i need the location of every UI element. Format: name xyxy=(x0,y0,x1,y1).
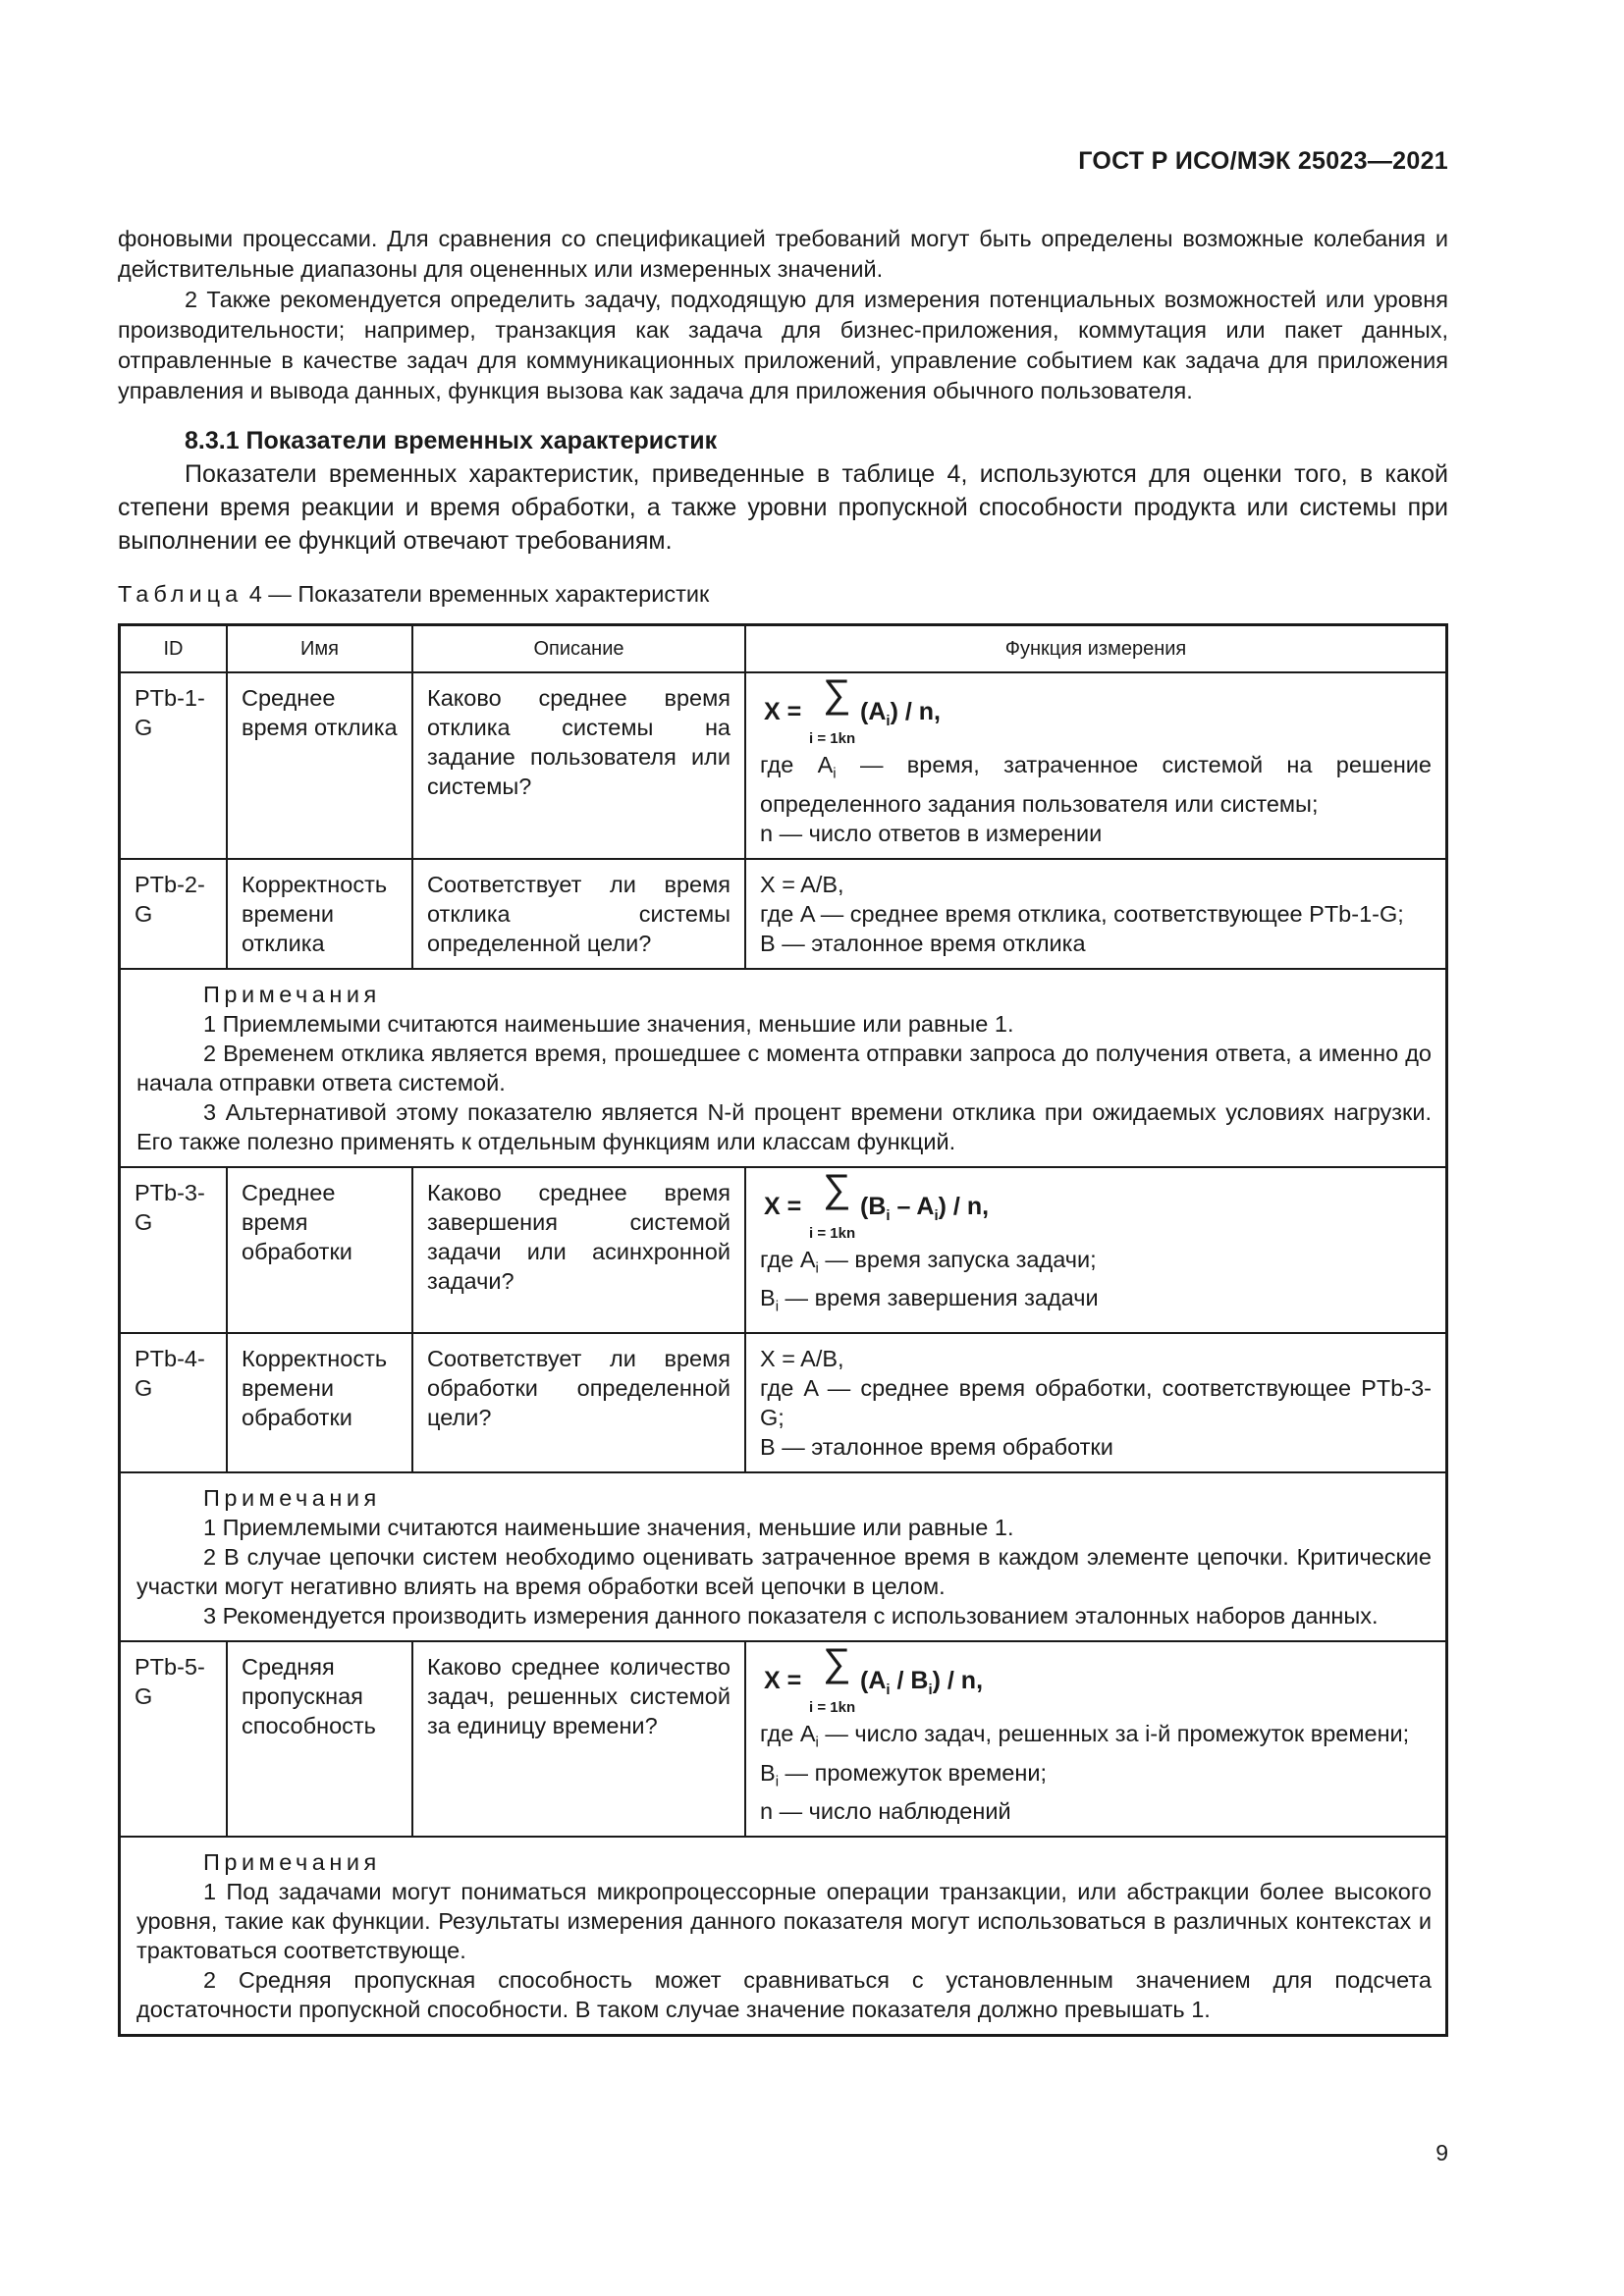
formula-subscript: i xyxy=(928,1682,933,1699)
table-row xyxy=(120,859,1447,969)
table-caption-word: Таблица xyxy=(118,581,244,607)
function-text-part: n — число ответов в измерении xyxy=(760,820,1103,846)
notes-cell xyxy=(120,1837,1447,2036)
sum-index: i = 1kn xyxy=(809,730,856,747)
function-text xyxy=(760,1245,1432,1322)
intro-paragraph-2: 2 Также рекомендуется определить задачу, подходящую для измерения потенциальных возможностей или уровня производительности; например, транзакция как задача для бизнес-приложения, коммутация или пакет данных, отправленные в качестве задач для коммуникационных приложений, управление событием как задача для приложения управления и вывода данных, функция вызова как задача для приложения обычного пользователя. xyxy=(118,287,1448,403)
cell-function xyxy=(745,1167,1447,1333)
note-item: 1 Под задачами могут пониматься микропроцессорные операции транзакции, или абстракции более высокого уровня, такие как функции. Результаты измерения данного показателя могут использоваться в различных контекстах и трактоваться соответствующе. xyxy=(136,1879,1432,1964)
function-subscript: i xyxy=(815,1259,819,1277)
function-text-part: — время запуска задачи; xyxy=(818,1246,1097,1272)
section-8-3-1 xyxy=(118,424,1448,558)
function-text-part: B — эталонное время отклика xyxy=(760,930,1086,956)
function-text-part: X = A/B, xyxy=(760,1346,844,1372)
notes-title: Примечания xyxy=(203,981,381,1007)
table-row xyxy=(120,1333,1447,1472)
note-item: 1 Приемлемыми считаются наименьшие значения, меньшие или равные 1. xyxy=(203,1010,1014,1037)
header-name: Имя xyxy=(227,625,412,673)
function-text-part: X = A/B, xyxy=(760,871,844,897)
function-text-part: где A — среднее время отклика, соответствующее PTb-1-G; xyxy=(760,900,1404,927)
formula xyxy=(764,672,1432,747)
cell-name: Корректность времени отклика xyxy=(227,859,412,969)
sum-symbol: ∑ xyxy=(823,1166,851,1210)
standard-header: ГОСТ Р ИСО/МЭК 25023—2021 xyxy=(1078,147,1448,175)
cell-name: Корректность времени обработки xyxy=(227,1333,412,1472)
header-measurement-function: Функция измерения xyxy=(745,625,1447,673)
cell-description: Каково среднее время отклика системы на задание пользователя или системы? xyxy=(412,672,745,859)
function-subscript: i xyxy=(775,1299,780,1316)
function-text xyxy=(760,750,1432,848)
cell-id: PTb-3-G xyxy=(120,1167,228,1333)
cell-name: Среднее время отклика xyxy=(227,672,412,859)
page-number: 9 xyxy=(1435,2140,1448,2165)
formula-term: (A xyxy=(860,1667,887,1695)
cell-function xyxy=(745,1333,1447,1472)
note-item: 3 Рекомендуется производить измерения данного показателя с использованием эталонных наборов данных. xyxy=(203,1603,1379,1629)
formula xyxy=(764,1641,1432,1717)
formula-subscript: i xyxy=(886,1206,891,1224)
cell-id: PTb-4-G xyxy=(120,1333,228,1472)
table-header-row xyxy=(120,625,1447,673)
cell-id: PTb-5-G xyxy=(120,1641,228,1837)
cell-name: Средняя пропускная способность xyxy=(227,1641,412,1837)
formula-lhs: X = xyxy=(764,1192,802,1220)
notes-row xyxy=(120,1472,1447,1641)
notes-title: Примечания xyxy=(203,1849,381,1876)
note-item: 2 В случае цепочки систем необходимо оценивать затраченное время в каждом элементе цепочки. Критические участки могут негативно влиять на время обработки всей цепочки в целом. xyxy=(136,1544,1432,1600)
intro-text xyxy=(118,224,1448,406)
table-row xyxy=(120,1641,1447,1837)
cell-id: PTb-1-G xyxy=(120,672,228,859)
notes-cell xyxy=(120,969,1447,1167)
intro-paragraph-1: фоновыми процессами. Для сравнения со спецификацией требований могут быть определены возможные колебания и действительные диапазоны для оцененных или измеренных значений. xyxy=(118,226,1448,282)
notes-title: Примечания xyxy=(203,1485,381,1512)
function-subscript: i xyxy=(815,1734,819,1751)
formula-term: – A xyxy=(890,1192,935,1220)
table-row xyxy=(120,1167,1447,1333)
function-text-part: где A — среднее время обработки, соответствующее PTb-3-G; xyxy=(760,1375,1432,1431)
note-item: 2 Временем отклика является время, прошедшее с момента отправки запроса до получения ответа, а именно до начала отправки ответа системой. xyxy=(136,1040,1432,1095)
formula-term: / B xyxy=(890,1667,929,1695)
table-caption-title: 4 — Показатели временных характеристик xyxy=(248,581,710,607)
function-text-part: — время завершения задачи xyxy=(779,1285,1099,1311)
formula-subscript: i xyxy=(934,1206,939,1224)
sum-index: i = 1kn xyxy=(809,1224,856,1242)
formula-body xyxy=(860,1192,989,1231)
formula-body xyxy=(860,697,941,736)
note-item: 2 Средняя пропускная способность может сравниваться с установленным значением для подсчета достаточности пропускной способности. В таком случае значение показателя должно превышать 1. xyxy=(136,1967,1432,2023)
function-text-part: где A xyxy=(760,1246,816,1272)
cell-name: Среднее время обработки xyxy=(227,1167,412,1333)
table-caption xyxy=(118,581,709,608)
formula-subscript: i xyxy=(886,1682,891,1699)
header-description: Описание xyxy=(412,625,745,673)
sum-index: i = 1kn xyxy=(809,1699,856,1717)
function-subscript: i xyxy=(775,1773,780,1790)
formula-tail: ) / n, xyxy=(932,1667,984,1695)
sum-symbol: ∑ xyxy=(823,672,851,716)
sum-symbol: ∑ xyxy=(823,1641,851,1685)
formula-tail: ) / n, xyxy=(938,1192,990,1220)
cell-function xyxy=(745,859,1447,969)
header-id: ID xyxy=(120,625,228,673)
formula-body xyxy=(860,1666,983,1705)
function-text-part: B xyxy=(760,1285,776,1311)
formula-lhs: X = xyxy=(764,698,802,725)
cell-function xyxy=(745,672,1447,859)
function-text-part: где A xyxy=(760,1721,816,1747)
cell-description: Каково среднее количество задач, решенных системой за единицу времени? xyxy=(412,1641,745,1837)
note-item: 3 Альтернативой этому показателю является N-й процент времени отклика при ожидаемых условиях нагрузки. Его также полезно применять к отдельным функциям или классам функций. xyxy=(136,1098,1432,1154)
formula-term: (B xyxy=(860,1192,887,1220)
notes-cell xyxy=(120,1472,1447,1641)
function-text-part: B — эталонное время обработки xyxy=(760,1434,1113,1461)
notes-row xyxy=(120,969,1447,1167)
cell-id: PTb-2-G xyxy=(120,859,228,969)
function-text-part: B xyxy=(760,1759,776,1786)
formula-lhs: X = xyxy=(764,1667,802,1695)
note-item: 1 Приемлемыми считаются наименьшие значения, меньшие или равные 1. xyxy=(203,1515,1014,1541)
notes-row xyxy=(120,1837,1447,2036)
function-subscript: i xyxy=(833,765,837,782)
cell-description: Соответствует ли время обработки определенной цели? xyxy=(412,1333,745,1472)
function-text-part: — время, затраченное системой на решение определенного задания пользователя или системы; xyxy=(760,752,1432,817)
function-text-part: где A xyxy=(760,752,834,777)
section-text: Показатели временных характеристик, приведенные в таблице 4, используются для оценки того, в какой степени время реакции и время обработки, а также уровни пропускной способности продукта или системы при выполнении ее функций отвечают требованиям. xyxy=(118,460,1448,555)
formula-tail: ) / n, xyxy=(890,698,941,725)
function-text-part: n — число наблюдений xyxy=(760,1798,1011,1825)
cell-function xyxy=(745,1641,1447,1837)
function-text-part: — число задач, решенных за i-й промежуток времени; xyxy=(818,1721,1410,1747)
formula-term: (A xyxy=(860,698,887,725)
table-row xyxy=(120,672,1447,859)
cell-description: Соответствует ли время отклика системы определенной цели? xyxy=(412,859,745,969)
section-title: 8.3.1 Показатели временных характеристик xyxy=(185,427,718,454)
metrics-table xyxy=(118,623,1448,2037)
formula xyxy=(764,1166,1432,1242)
cell-description: Каково среднее время завершения системой задачи или асинхронной задачи? xyxy=(412,1167,745,1333)
function-text xyxy=(760,1719,1432,1826)
formula-subscript: i xyxy=(886,713,891,729)
function-text-part: — промежуток времени; xyxy=(779,1759,1048,1786)
